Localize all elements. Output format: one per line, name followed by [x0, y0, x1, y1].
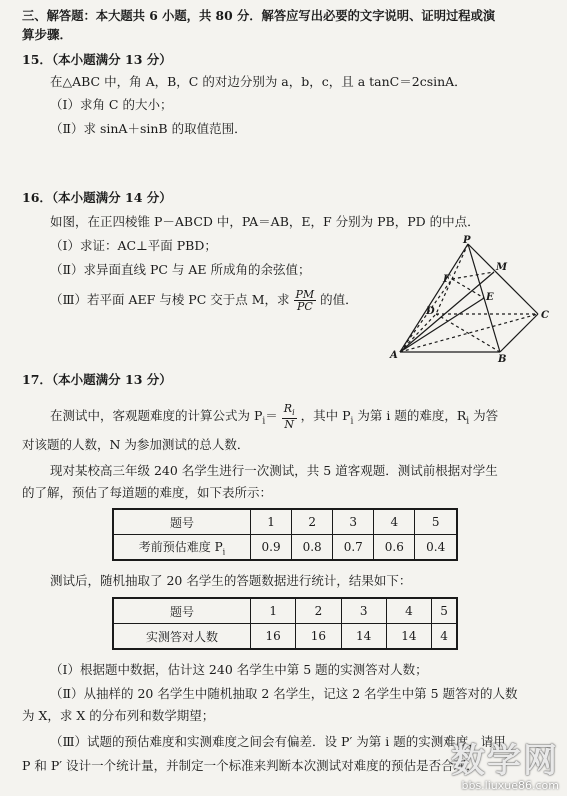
watermark-url: bbs.liuxue86.com: [461, 779, 559, 792]
edge-bc: [500, 314, 538, 352]
fraction-denominator: N: [284, 418, 295, 432]
q15-stem: 在△ABC 中，角 A，B，C 的对边分别为 a，b，c，且 a tanC＝2csinA．: [50, 74, 467, 89]
table-row: [113, 598, 457, 624]
q17-part-2-line-1: （Ⅱ）从抽样的 20 名学生中随机抽取 2 名学生，记这 2 名学生中第 5 题答对的人数: [50, 686, 518, 701]
q15-part-1: （Ⅰ）求角 C 的大小；: [50, 97, 173, 112]
q16-part-2: （Ⅱ）求异面直线 PC 与 AE 所成角的余弦值；: [50, 262, 311, 277]
label-b: B: [498, 354, 507, 364]
subscript-i: i: [292, 408, 295, 418]
label-e: E: [486, 292, 494, 303]
q16-stem: 如图，在正四棱锥 P－ABCD 中，PA＝AB，E，F 分别为 PB，PD 的中点．: [50, 214, 480, 229]
table-cell: 0.7: [333, 535, 374, 561]
q17-intro-suffix-2: 为第 i 题的难度，R: [353, 408, 467, 423]
site-watermark: [451, 743, 559, 792]
measured-correct-table: [112, 597, 458, 650]
q16-part-3-fraction: [294, 289, 317, 312]
table-row: [113, 624, 457, 650]
table-cell: 16: [296, 624, 341, 650]
row-label-text: 考前预估难度 P: [138, 539, 223, 554]
pyramid-figure: [388, 234, 558, 364]
table-header-cell: 1: [251, 598, 296, 624]
q17-para2-line-2: 的了解，预估了每道题的难度，如下表所示：: [22, 485, 273, 500]
label-a: A: [390, 350, 398, 361]
table-header-cell: 5: [415, 509, 457, 535]
q17-part-3-line-1: （Ⅲ）试题的预估难度和实测难度之间会有偏差．设 P′ 为第 i 题的实测难度，请用: [50, 734, 506, 749]
section-header-line-2: 算步骤．: [22, 27, 73, 42]
q16-part-3-suffix: 的值．: [320, 292, 358, 307]
q17-part-3-line-2: P 和 P′ 设计一个统计量，并制定一个标准来判断本次测试对难度的预估是否合理．: [22, 758, 479, 773]
fraction-denominator: PC: [296, 300, 313, 313]
table-header-cell: 3: [333, 509, 374, 535]
q17-part-2-line-2: 为 X，求 X 的分布列和数学期望；: [22, 708, 215, 723]
table-header-cell: 4: [374, 509, 415, 535]
q16-part-1: （Ⅰ）求证：AC⊥平面 PBD；: [50, 238, 217, 253]
section-header-line-1: 三、解答题：本大题共 6 小题，共 80 分．解答应写出必要的文字说明、证明过程或演: [22, 8, 496, 23]
q16-part-3-prefix: （Ⅲ）若平面 AEF 与棱 PC 交于点 M，求: [50, 292, 290, 307]
watermark-logo-text: 数学网: [451, 741, 559, 781]
segment-ae: [400, 298, 484, 352]
table-row: [113, 509, 457, 535]
q17-title: 17．（本小题满分 13 分）: [22, 372, 172, 387]
table-cell: 0.4: [415, 535, 457, 561]
fraction-numerator-r: R: [283, 401, 293, 415]
table-cell: 16: [251, 624, 296, 650]
table-cell: 0.9: [251, 535, 292, 561]
fraction-numerator: [282, 403, 297, 419]
label-m: M: [496, 262, 508, 273]
label-c: C: [541, 310, 549, 321]
q17-intro: [50, 402, 498, 436]
q17-difficulty-fraction: [282, 403, 297, 430]
q17-intro-suffix: ，其中 P: [300, 408, 351, 423]
q15-title: 15．（本小题满分 13 分）: [22, 52, 172, 67]
table-header-label: 题号: [113, 509, 251, 535]
q17-intro-equals: ＝: [265, 408, 278, 423]
table-cell: 4: [432, 624, 457, 650]
table-row-label: [113, 535, 251, 561]
subscript-i: i: [350, 416, 354, 427]
table-header-cell: 4: [386, 598, 431, 624]
table-row-label: 实测答对人数: [113, 624, 251, 650]
table-header-cell: 2: [292, 509, 333, 535]
q16-part-3: [50, 287, 358, 313]
q15-part-2: （Ⅱ）求 sinA＋sinB 的取值范围．: [50, 121, 247, 136]
label-p: P: [463, 235, 471, 246]
table-header-label: 题号: [113, 598, 251, 624]
q17-part-1: （Ⅰ）根据题中数据，估计这 240 名学生中第 5 题的实测答对人数；: [50, 662, 428, 677]
table-cell: 0.6: [374, 535, 415, 561]
table-header-cell: 1: [251, 509, 292, 535]
subscript-i: i: [262, 416, 266, 427]
estimated-difficulty-table: [112, 508, 458, 561]
table-cell: 14: [341, 624, 386, 650]
subscript-i: i: [222, 547, 226, 557]
table-header-cell: 3: [341, 598, 386, 624]
table-header-cell: 5: [432, 598, 457, 624]
q17-para3: 测试后，随机抽取了 20 名学生的答题数据进行统计，结果如下：: [50, 573, 412, 588]
subscript-i: i: [466, 416, 470, 427]
fraction-numerator: PM: [295, 288, 315, 301]
q16-title: 16．（本小题满分 14 分）: [22, 190, 172, 205]
q17-intro-prefix: 在测试中，客观题难度的计算公式为 P: [50, 408, 263, 423]
table-header-cell: 2: [296, 598, 341, 624]
q17-intro-line-2: 对该题的人数，N 为参加测试的总人数．: [22, 437, 250, 452]
q17-intro-suffix-3: 为答: [469, 408, 499, 423]
q17-para2-line-1: 现对某校高三年级 240 名学生进行一次测试，共 5 道客观题．测试前根据对学生: [50, 463, 498, 478]
table-cell: 0.8: [292, 535, 333, 561]
table-cell: 14: [386, 624, 431, 650]
table-row: [113, 535, 457, 561]
label-f: F: [443, 274, 451, 285]
label-d: D: [426, 306, 435, 317]
